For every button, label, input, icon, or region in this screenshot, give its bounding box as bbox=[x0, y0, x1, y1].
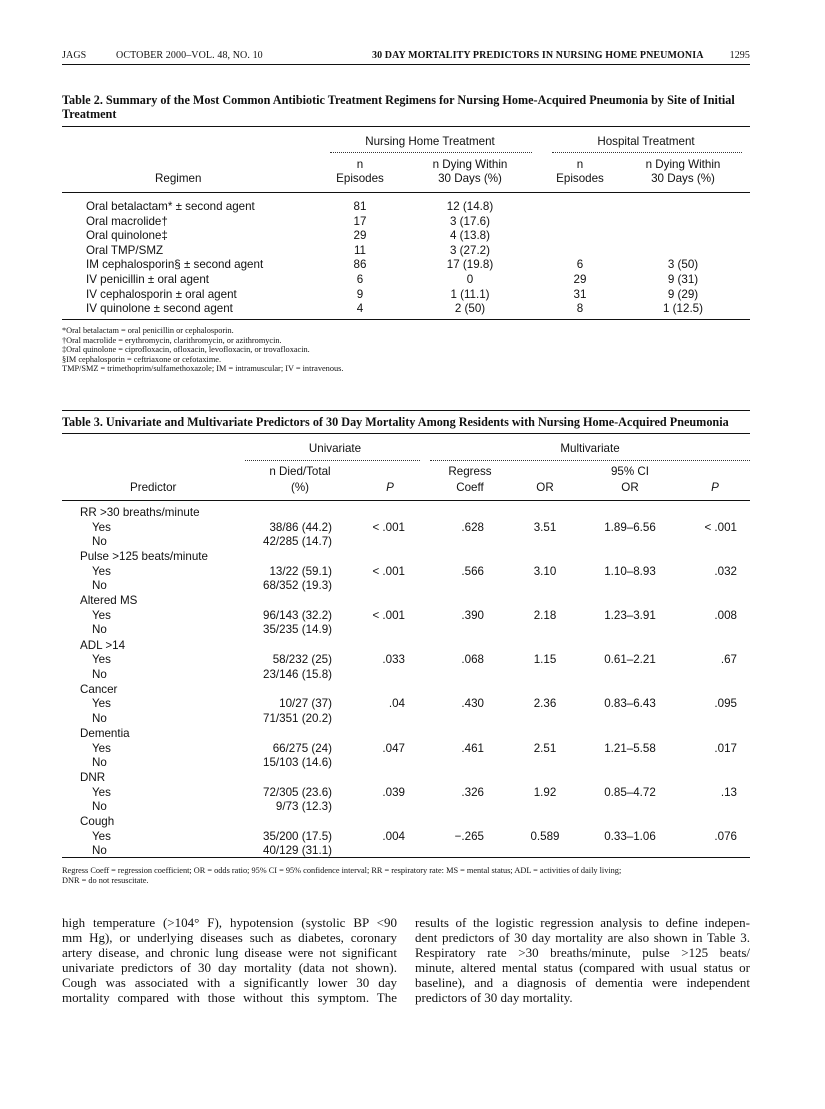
t3-predictor-label: Cough bbox=[80, 815, 115, 829]
t3-odds-ratio: 2.51 bbox=[533, 741, 557, 755]
t3-no-label: No bbox=[92, 800, 107, 814]
t3-died-no: 71/351 (20.2) bbox=[263, 711, 332, 725]
t3-died-yes: 13/22 (59.1) bbox=[269, 564, 332, 578]
t3-odds-ratio: 2.36 bbox=[533, 697, 557, 711]
t2-nh-episodes: 4 bbox=[356, 302, 364, 316]
body-text-right-column bbox=[415, 915, 750, 1006]
t3-died-yes: 58/232 (25) bbox=[272, 653, 332, 667]
t3-died-yes: 66/275 (24) bbox=[272, 741, 332, 755]
t2-nh-episodes: 81 bbox=[353, 200, 367, 213]
t2-nh-dying: 2 (50) bbox=[454, 302, 486, 316]
t3-p-multivariate: .67 bbox=[720, 653, 737, 667]
t3-ci: 1.89–6.56 bbox=[604, 520, 656, 534]
t2-group-hospital: Hospital Treatment bbox=[597, 135, 695, 148]
t3-odds-ratio: 3.10 bbox=[533, 564, 557, 578]
t3-predictor-label: Altered MS bbox=[80, 594, 138, 608]
t2-nh-episodes: 17 bbox=[353, 214, 367, 228]
t2-nh-dying: 17 (19.8) bbox=[446, 258, 494, 272]
t3-no-label: No bbox=[92, 711, 107, 725]
t2-group-nursing-home: Nursing Home Treatment bbox=[365, 135, 495, 148]
t3-p-multivariate: .095 bbox=[714, 697, 737, 711]
t2-col-dying-hosp: n Dying Within bbox=[645, 158, 721, 171]
t3-p-univariate: .04 bbox=[388, 697, 405, 711]
t3-yes-label: Yes bbox=[92, 785, 111, 799]
t3-col-p: P bbox=[386, 481, 394, 494]
t3-predictor-label: RR >30 breaths/minute bbox=[80, 506, 200, 519]
header-rule bbox=[62, 64, 750, 65]
body-line-left: mm Hg), or underlying diseases such as diabetes, coronary bbox=[62, 930, 397, 946]
t2-col-episodes: Episodes bbox=[336, 172, 384, 185]
t3-no-label: No bbox=[92, 535, 107, 548]
table-2-footnote: ‡Oral quinolone = ciprofloxacin, ofloxacin, levofloxacin, or trovafloxacin. bbox=[62, 345, 310, 355]
t2-nh-dying: 4 (13.8) bbox=[450, 229, 490, 243]
t3-regress-coeff: .390 bbox=[461, 608, 484, 622]
t3-no-label: No bbox=[92, 756, 107, 769]
t3-regress-coeff: −.265 bbox=[454, 829, 484, 843]
t3-died-yes: 38/86 (44.2) bbox=[269, 520, 332, 534]
t3-group-univariate: Univariate bbox=[308, 442, 362, 455]
table-2-bottom-rule bbox=[62, 319, 750, 320]
t3-col-p2: P bbox=[711, 481, 719, 494]
t3-group-rule-uni bbox=[245, 460, 420, 461]
table-3-bottom-rule bbox=[62, 857, 750, 858]
t3-died-no: 15/103 (14.6) bbox=[263, 756, 332, 769]
t3-odds-ratio: 3.51 bbox=[533, 520, 557, 534]
t3-died-no: 68/352 (19.3) bbox=[263, 579, 332, 593]
t3-died-no: 42/285 (14.7) bbox=[263, 535, 332, 548]
t3-ci: 1.21–5.58 bbox=[604, 741, 656, 755]
running-header bbox=[62, 50, 750, 64]
t2-regimen: IV penicillin ± oral agent bbox=[86, 273, 210, 286]
t3-no-label: No bbox=[92, 579, 107, 593]
t3-regress-coeff: .628 bbox=[461, 520, 484, 534]
body-line-right: Respiratory rate >30 breaths/minute, pulse >125 beats/ bbox=[415, 945, 750, 961]
table-2-footnote: *Oral betalactam = oral penicillin or cephalosporin. bbox=[62, 326, 234, 335]
body-text-left-column bbox=[62, 915, 397, 1006]
table-3-header-rule bbox=[62, 500, 750, 501]
t3-p-multivariate: .032 bbox=[714, 564, 737, 578]
t3-regress-coeff: .461 bbox=[461, 741, 484, 755]
t2-regimen: IV quinolone ± second agent bbox=[86, 302, 233, 316]
table-2-caption: Table 2. Summary of the Most Common Antibiotic Treatment Regimens for Nursing Home-Acquired Pneumonia by Site of Initial Treatment bbox=[62, 93, 735, 121]
body-line-left: high temperature (>104° F), hypotension (systolic BP <90 bbox=[62, 915, 397, 930]
t3-regress-coeff: .566 bbox=[461, 564, 484, 578]
t3-yes-label: Yes bbox=[92, 608, 111, 622]
table-2-header-rule bbox=[62, 192, 750, 193]
t3-group-multivariate: Multivariate bbox=[560, 442, 620, 455]
t2-nh-dying: 3 (17.6) bbox=[450, 214, 490, 228]
t2-hosp-dying: 3 (50) bbox=[667, 258, 699, 272]
t2-col-dying: n Dying Within bbox=[432, 158, 508, 171]
t2-hosp-episodes: 29 bbox=[573, 273, 587, 286]
t3-ci: 1.23–3.91 bbox=[604, 608, 656, 622]
t2-regimen: IM cephalosporin§ ± second agent bbox=[86, 258, 264, 272]
t3-col-or: OR bbox=[536, 481, 554, 494]
t2-col-n-hosp: n bbox=[576, 158, 584, 171]
t3-p-univariate: .047 bbox=[382, 741, 405, 755]
t2-nh-episodes: 11 bbox=[353, 243, 367, 257]
t3-col-ci-or: OR bbox=[621, 481, 639, 494]
t3-died-yes: 72/305 (23.6) bbox=[263, 785, 332, 799]
t3-odds-ratio: 1.15 bbox=[533, 653, 557, 667]
t3-ci: 1.10–8.93 bbox=[604, 564, 656, 578]
t3-odds-ratio: 2.18 bbox=[533, 608, 557, 622]
t2-col-30days-hosp: 30 Days (%) bbox=[651, 172, 715, 185]
t2-nh-episodes: 6 bbox=[356, 273, 364, 286]
t2-hosp-episodes: 8 bbox=[576, 302, 584, 316]
t3-p-univariate: < .001 bbox=[372, 564, 405, 578]
t3-odds-ratio: 0.589 bbox=[530, 829, 560, 843]
t2-nh-episodes: 29 bbox=[353, 229, 367, 243]
t2-hosp-dying: 1 (12.5) bbox=[663, 302, 703, 316]
t3-col-died: n Died/Total bbox=[269, 465, 331, 478]
t3-predictor-label: DNR bbox=[80, 771, 106, 785]
t2-hosp-episodes: 31 bbox=[573, 287, 587, 301]
body-line-left: artery disease, and chronic lung disease were not significant bbox=[62, 945, 397, 961]
t3-yes-label: Yes bbox=[92, 653, 111, 667]
t3-p-multivariate: < .001 bbox=[704, 520, 737, 534]
t2-col-n: n bbox=[356, 158, 364, 171]
t2-regimen: IV cephalosporin ± oral agent bbox=[86, 287, 237, 301]
t3-p-multivariate: .076 bbox=[714, 829, 737, 843]
t3-group-rule-multi bbox=[430, 460, 750, 461]
t3-died-no: 35/235 (14.9) bbox=[263, 623, 332, 637]
t3-predictor-label: Cancer bbox=[80, 682, 118, 696]
t2-nh-dying: 0 bbox=[466, 273, 474, 286]
t3-died-no: 9/73 (12.3) bbox=[275, 800, 332, 814]
body-line-right: predictors of 30 day mortality. bbox=[415, 990, 573, 1006]
body-line-right: baseline), and a diagnosis of dementia were independent bbox=[415, 975, 750, 991]
t2-hosp-episodes: 6 bbox=[576, 258, 584, 272]
body-line-left: mortality compared with those without this symptom. The bbox=[62, 990, 397, 1006]
table-2-footnote: †Oral macrolide = erythromycin, clarithromycin, or azithromycin. bbox=[62, 335, 282, 345]
t3-col-died-pct: (%) bbox=[290, 481, 310, 494]
t3-yes-label: Yes bbox=[92, 741, 111, 755]
t3-died-yes: 35/200 (17.5) bbox=[263, 829, 332, 843]
t3-p-univariate: .004 bbox=[382, 829, 405, 843]
table-3-footnote-2: DNR = do not resuscitate. bbox=[62, 876, 149, 885]
t3-regress-coeff: .430 bbox=[461, 697, 484, 711]
t3-p-multivariate: .008 bbox=[714, 608, 737, 622]
t3-p-multivariate: .13 bbox=[720, 785, 737, 799]
t3-p-multivariate: .017 bbox=[714, 741, 737, 755]
table-2-top-rule bbox=[62, 126, 750, 127]
t2-regimen: Oral quinolone‡ bbox=[86, 229, 168, 243]
t3-died-no: 40/129 (31.1) bbox=[263, 844, 332, 858]
t2-nh-episodes: 9 bbox=[356, 287, 364, 301]
t3-col-ci: 95% CI bbox=[610, 465, 650, 478]
table-3-footnote-1: Regress Coeff = regression coefficient; OR = odds ratio; 95% CI = 95% confidence interval; RR = respiratory rate: MS = mental status; ADL = activities of daily living; bbox=[62, 866, 622, 875]
t3-regress-coeff: .326 bbox=[461, 785, 484, 799]
t3-yes-label: Yes bbox=[92, 564, 111, 578]
t3-ci: 0.61–2.21 bbox=[604, 653, 656, 667]
t2-col-regimen: Regimen bbox=[155, 172, 202, 185]
journal-name: JAGS bbox=[62, 50, 87, 61]
t2-nh-dying: 1 (11.1) bbox=[450, 287, 490, 301]
table-2-footnote: TMP/SMZ = trimethoprim/sulfamethoxazole; IM = intramuscular; IV = intravenous. bbox=[62, 364, 344, 374]
issue-info: OCTOBER 2000–VOL. 48, NO. 10 bbox=[116, 50, 263, 61]
t3-died-yes: 96/143 (32.2) bbox=[263, 608, 332, 622]
t2-nh-dying: 12 (14.8) bbox=[446, 200, 494, 213]
t3-no-label: No bbox=[92, 667, 107, 681]
t3-died-yes: 10/27 (37) bbox=[279, 697, 332, 711]
t3-ci: 0.33–1.06 bbox=[604, 829, 656, 843]
t3-p-univariate: < .001 bbox=[372, 520, 405, 534]
t3-died-no: 23/146 (15.8) bbox=[263, 667, 332, 681]
t3-yes-label: Yes bbox=[92, 697, 111, 711]
t3-no-label: No bbox=[92, 844, 107, 858]
t2-nh-dying: 3 (27.2) bbox=[450, 243, 490, 257]
t2-nh-episodes: 86 bbox=[353, 258, 367, 272]
table-3-pre-rule bbox=[62, 410, 750, 411]
t2-hosp-dying: 9 (29) bbox=[667, 287, 699, 301]
t3-predictor-label: Dementia bbox=[80, 727, 130, 740]
t3-p-univariate: < .001 bbox=[372, 608, 405, 622]
t3-regress-coeff: .068 bbox=[461, 653, 484, 667]
table-2-footnote: §IM cephalosporin = ceftriaxone or cefotaxime. bbox=[62, 354, 222, 364]
body-line-left: univariate predictors of 30 day mortality (data not shown). bbox=[62, 960, 397, 976]
table-3-caption: Table 3. Univariate and Multivariate Predictors of 30 Day Mortality Among Residents with Nursing Home-Acquired Pneumonia bbox=[62, 415, 729, 429]
t3-col-predictor: Predictor bbox=[130, 481, 177, 494]
t2-regimen: Oral TMP/SMZ bbox=[86, 243, 164, 257]
body-line-right: results of the logistic regression analysis to define indepen- bbox=[415, 915, 750, 930]
t3-p-univariate: .039 bbox=[382, 785, 405, 799]
t3-predictor-label: Pulse >125 beats/minute bbox=[80, 550, 208, 564]
t2-col-episodes-hosp: Episodes bbox=[556, 172, 604, 185]
t3-col-regress: Regress bbox=[448, 465, 492, 478]
t2-regimen: Oral macrolide† bbox=[86, 214, 168, 228]
t3-ci: 0.83–6.43 bbox=[604, 697, 656, 711]
body-line-right: dent predictors of 30 day mortality are also shown in Table 3. bbox=[415, 930, 750, 946]
t3-p-univariate: .033 bbox=[382, 653, 405, 667]
t2-group-rule-nh bbox=[330, 152, 532, 153]
t2-group-rule-hosp bbox=[552, 152, 742, 153]
t3-yes-label: Yes bbox=[92, 829, 111, 843]
body-line-left: Cough was associated with a significantly lower 30 day bbox=[62, 975, 397, 991]
t3-col-coeff: Coeff bbox=[456, 481, 484, 494]
t2-hosp-dying: 9 (31) bbox=[667, 273, 699, 286]
table-3-top-rule bbox=[62, 433, 750, 434]
t3-predictor-label: ADL >14 bbox=[80, 638, 126, 652]
t3-no-label: No bbox=[92, 623, 107, 637]
body-line-right: minute, altered mental status (compared with usual status or bbox=[415, 960, 750, 976]
t3-ci: 0.85–4.72 bbox=[604, 785, 656, 799]
t3-odds-ratio: 1.92 bbox=[533, 785, 557, 799]
page-number: 1295 bbox=[729, 50, 750, 61]
t3-yes-label: Yes bbox=[92, 520, 111, 534]
running-title: 30 DAY MORTALITY PREDICTORS IN NURSING HOME PNEUMONIA bbox=[372, 50, 704, 61]
t2-col-30days: 30 Days (%) bbox=[438, 172, 502, 185]
t2-regimen: Oral betalactam* ± second agent bbox=[86, 200, 255, 213]
